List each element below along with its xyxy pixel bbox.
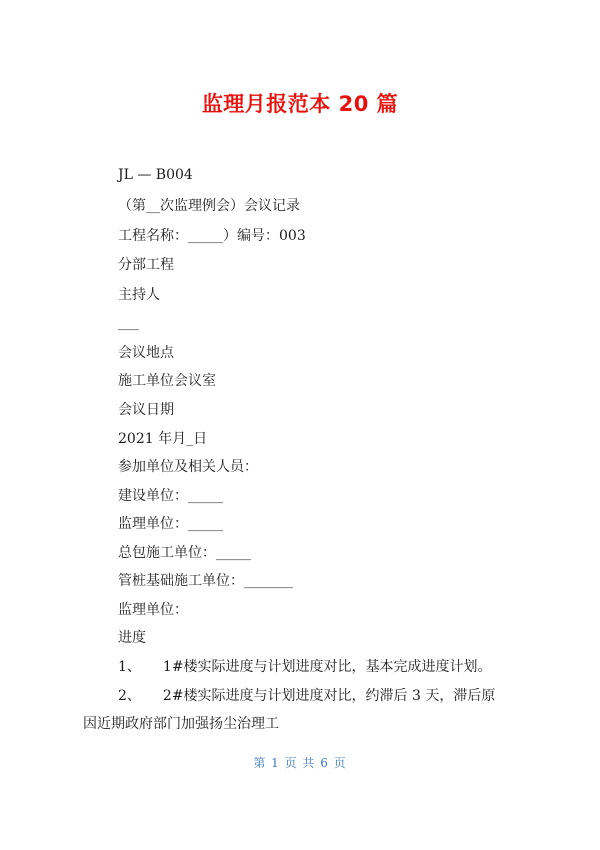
document-title: 监理月报范本 20 篇: [201, 92, 399, 116]
list-item-continuation: 因近期政府部门加强扬尘治理工: [83, 716, 279, 732]
list-item: [118, 658, 492, 676]
meeting-location-label: 会议地点: [118, 345, 174, 361]
meeting-date-value: 2021 年月_日: [118, 431, 208, 447]
sub-project-label: 分部工程: [118, 257, 174, 273]
owner-unit-line: 建设单位：_____: [118, 488, 223, 504]
project-name-line: 工程名称：_____）编号：003: [118, 228, 306, 244]
attendees-heading: 参加单位及相关人员：: [118, 459, 258, 475]
form-code: JL — B004: [118, 167, 193, 183]
meeting-record-heading: （第__次监理例会）会议记录: [118, 198, 300, 214]
page-indicator: 第 1 页 共 6 页: [253, 756, 347, 770]
host-label: 主持人: [118, 287, 160, 303]
supervision-unit-line: 监理单位：_____: [118, 516, 223, 532]
supervision-unit-line-2: 监理单位：: [118, 602, 188, 618]
pile-contractor-line: 管桩基础施工单位：_______: [118, 573, 293, 589]
general-contractor-line: 总包施工单位：_____: [118, 545, 251, 561]
list-item: [118, 687, 495, 705]
host-blank: ___: [118, 315, 139, 331]
progress-heading: 进度: [118, 630, 146, 646]
list-item-number: 2、: [118, 688, 141, 704]
meeting-location-value: 施工单位会议室: [118, 373, 216, 389]
list-item-text: 1#楼实际进度与计划进度对比，基本完成进度计划。: [162, 659, 492, 675]
list-item-number: 1、: [118, 659, 141, 675]
list-item-text: 2#楼实际进度与计划进度对比，约滞后 3 天，滞后原: [162, 688, 496, 704]
meeting-date-label: 会议日期: [118, 402, 174, 418]
